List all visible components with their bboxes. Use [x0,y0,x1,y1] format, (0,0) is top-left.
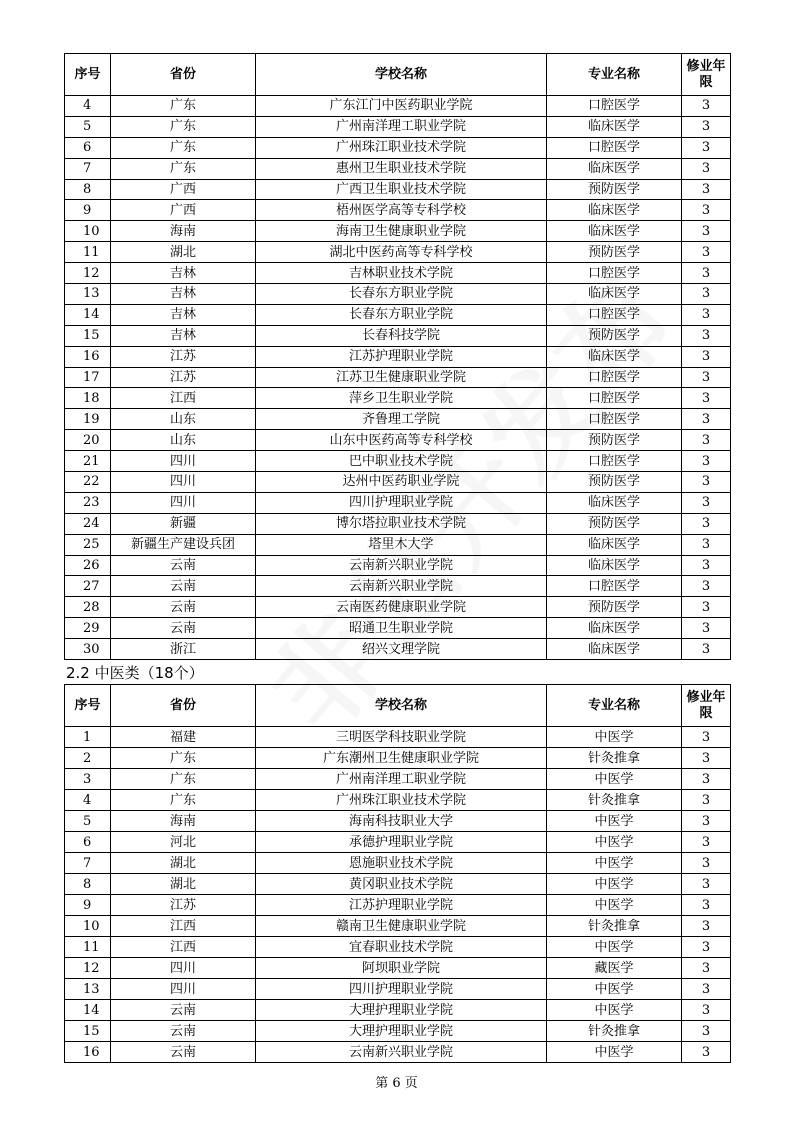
cell-school: 云南新兴职业学院 [256,576,547,597]
cell-index: 25 [65,534,111,555]
cell-province: 新疆 [111,513,256,534]
cell-province: 四川 [111,979,256,1000]
cell-years: 3 [682,790,731,811]
cell-index: 5 [65,116,111,137]
cell-school: 四川护理职业学院 [256,492,547,513]
cell-index: 8 [65,179,111,200]
cell-years: 3 [682,492,731,513]
cell-province: 云南 [111,555,256,576]
cell-school: 吉林职业技术学院 [256,263,547,284]
header-index: 序号 [65,685,111,727]
header-province: 省份 [111,685,256,727]
cell-school: 湖北中医药高等专科学校 [256,242,547,263]
table-row [65,811,731,832]
table-row [65,451,731,472]
cell-index: 13 [65,284,111,305]
cell-index: 8 [65,874,111,895]
cell-school: 博尔塔拉职业技术学院 [256,513,547,534]
table-header-row [65,54,731,96]
cell-years: 3 [682,116,731,137]
cell-major: 临床医学 [547,200,682,221]
cell-years: 3 [682,242,731,263]
table-row [65,388,731,409]
cell-years: 3 [682,430,731,451]
cell-years: 3 [682,346,731,367]
cell-province: 湖北 [111,242,256,263]
cell-school: 大理护理职业学院 [256,1021,547,1042]
cell-years: 3 [682,472,731,493]
cell-school: 黄冈职业技术学院 [256,874,547,895]
clinical-programs-table [64,53,731,660]
cell-major: 针灸推拿 [547,916,682,937]
cell-major: 临床医学 [547,158,682,179]
cell-index: 23 [65,492,111,513]
table-row [65,769,731,790]
cell-years: 3 [682,576,731,597]
table-row [65,958,731,979]
header-school: 学校名称 [256,685,547,727]
cell-index: 9 [65,895,111,916]
cell-years: 3 [682,1000,731,1021]
cell-school: 达州中医药职业学院 [256,472,547,493]
cell-index: 17 [65,367,111,388]
cell-index: 6 [65,137,111,158]
table-row [65,832,731,853]
cell-school: 广州南洋理工职业学院 [256,769,547,790]
cell-school: 四川护理职业学院 [256,979,547,1000]
cell-province: 海南 [111,811,256,832]
cell-school: 梧州医学高等专科学校 [256,200,547,221]
cell-major: 临床医学 [547,639,682,660]
header-major: 专业名称 [547,685,682,727]
cell-index: 28 [65,597,111,618]
cell-years: 3 [682,367,731,388]
section-title: 2.2 中医类（18个） [66,664,204,682]
cell-major: 中医学 [547,874,682,895]
cell-years: 3 [682,96,731,117]
cell-major: 口腔医学 [547,576,682,597]
cell-years: 3 [682,409,731,430]
cell-school: 阿坝职业学院 [256,958,547,979]
table-row [65,263,731,284]
cell-major: 临床医学 [547,618,682,639]
cell-index: 9 [65,200,111,221]
cell-index: 4 [65,96,111,117]
cell-years: 3 [682,853,731,874]
cell-major: 临床医学 [547,284,682,305]
cell-province: 四川 [111,451,256,472]
cell-years: 3 [682,263,731,284]
cell-school: 江苏卫生健康职业学院 [256,367,547,388]
cell-major: 临床医学 [547,116,682,137]
table-row [65,367,731,388]
cell-index: 12 [65,958,111,979]
table-row [65,1000,731,1021]
table-row [65,916,731,937]
table-row [65,179,731,200]
cell-province: 湖北 [111,874,256,895]
cell-index: 16 [65,346,111,367]
cell-index: 16 [65,1042,111,1063]
cell-index: 15 [65,1021,111,1042]
cell-province: 江苏 [111,346,256,367]
cell-school: 长春东方职业学院 [256,304,547,325]
cell-major: 临床医学 [547,346,682,367]
cell-major: 中医学 [547,1000,682,1021]
cell-major: 口腔医学 [547,137,682,158]
cell-province: 云南 [111,1021,256,1042]
cell-school: 绍兴文理学院 [256,639,547,660]
cell-school: 齐鲁理工学院 [256,409,547,430]
cell-index: 22 [65,472,111,493]
cell-major: 中医学 [547,895,682,916]
cell-school: 山东中医药高等专科学校 [256,430,547,451]
cell-school: 长春东方职业学院 [256,284,547,305]
cell-index: 1 [65,727,111,748]
cell-major: 预防医学 [547,325,682,346]
table-row [65,472,731,493]
cell-index: 2 [65,748,111,769]
table-row [65,137,731,158]
cell-school: 海南卫生健康职业学院 [256,221,547,242]
cell-province: 吉林 [111,325,256,346]
cell-major: 中医学 [547,727,682,748]
cell-province: 江苏 [111,895,256,916]
cell-years: 3 [682,916,731,937]
cell-years: 3 [682,513,731,534]
cell-major: 中医学 [547,832,682,853]
cell-years: 3 [682,748,731,769]
cell-years: 3 [682,534,731,555]
cell-school: 海南科技职业大学 [256,811,547,832]
cell-school: 巴中职业技术学院 [256,451,547,472]
cell-province: 云南 [111,1042,256,1063]
cell-province: 新疆生产建设兵团 [111,534,256,555]
table-row [65,727,731,748]
table-row [65,895,731,916]
cell-school: 塔里木大学 [256,534,547,555]
cell-years: 3 [682,937,731,958]
cell-index: 26 [65,555,111,576]
table-row [65,284,731,305]
cell-school: 云南医药健康职业学院 [256,597,547,618]
cell-school: 广东江门中医药职业学院 [256,96,547,117]
cell-major: 针灸推拿 [547,790,682,811]
cell-school: 长春科技学院 [256,325,547,346]
table-row [65,409,731,430]
table-row [65,555,731,576]
cell-province: 吉林 [111,304,256,325]
cell-major: 预防医学 [547,242,682,263]
cell-province: 海南 [111,221,256,242]
cell-province: 广东 [111,116,256,137]
cell-school: 宜春职业技术学院 [256,937,547,958]
cell-years: 3 [682,1021,731,1042]
cell-school: 云南新兴职业学院 [256,1042,547,1063]
table-row [65,430,731,451]
header-years: 修业年限 [682,685,731,727]
cell-province: 江西 [111,916,256,937]
cell-school: 恩施职业技术学院 [256,853,547,874]
cell-major: 口腔医学 [547,263,682,284]
cell-years: 3 [682,304,731,325]
cell-province: 江西 [111,388,256,409]
cell-index: 6 [65,832,111,853]
cell-province: 江西 [111,937,256,958]
cell-years: 3 [682,555,731,576]
cell-school: 江苏护理职业学院 [256,346,547,367]
table-body [65,727,731,1063]
cell-school: 广东潮州卫生健康职业学院 [256,748,547,769]
cell-major: 口腔医学 [547,409,682,430]
cell-school: 江苏护理职业学院 [256,895,547,916]
cell-years: 3 [682,769,731,790]
cell-index: 4 [65,790,111,811]
cell-province: 山东 [111,430,256,451]
cell-major: 预防医学 [547,597,682,618]
cell-years: 3 [682,1042,731,1063]
cell-major: 口腔医学 [547,388,682,409]
table-row [65,790,731,811]
cell-index: 15 [65,325,111,346]
cell-years: 3 [682,727,731,748]
cell-years: 3 [682,618,731,639]
cell-school: 惠州卫生职业技术学院 [256,158,547,179]
cell-index: 14 [65,1000,111,1021]
cell-province: 四川 [111,472,256,493]
table-row [65,346,731,367]
table-row [65,853,731,874]
cell-major: 针灸推拿 [547,748,682,769]
cell-school: 广西卫生职业技术学院 [256,179,547,200]
cell-major: 中医学 [547,811,682,832]
cell-index: 10 [65,221,111,242]
header-major: 专业名称 [547,54,682,96]
cell-years: 3 [682,179,731,200]
table-row [65,1021,731,1042]
table-row [65,937,731,958]
cell-province: 广东 [111,137,256,158]
cell-school: 三明医学科技职业学院 [256,727,547,748]
cell-major: 临床医学 [547,492,682,513]
cell-major: 临床医学 [547,534,682,555]
cell-major: 预防医学 [547,472,682,493]
tcm-programs-table [64,684,731,1063]
cell-school: 萍乡卫生职业学院 [256,388,547,409]
cell-years: 3 [682,832,731,853]
cell-index: 7 [65,158,111,179]
cell-province: 四川 [111,492,256,513]
cell-province: 广东 [111,790,256,811]
cell-index: 21 [65,451,111,472]
cell-years: 3 [682,451,731,472]
table-row [65,221,731,242]
cell-index: 11 [65,242,111,263]
table-body [65,96,731,660]
cell-index: 14 [65,304,111,325]
cell-major: 预防医学 [547,513,682,534]
cell-index: 12 [65,263,111,284]
cell-index: 20 [65,430,111,451]
cell-province: 河北 [111,832,256,853]
cell-index: 7 [65,853,111,874]
table-row [65,748,731,769]
cell-major: 预防医学 [547,179,682,200]
cell-major: 中医学 [547,853,682,874]
cell-major: 中医学 [547,1042,682,1063]
cell-school: 大理护理职业学院 [256,1000,547,1021]
cell-years: 3 [682,958,731,979]
cell-index: 30 [65,639,111,660]
table-row [65,96,731,117]
table-row [65,979,731,1000]
table-header-row [65,685,731,727]
cell-school: 广州珠江职业技术学院 [256,137,547,158]
cell-province: 广西 [111,200,256,221]
cell-province: 吉林 [111,263,256,284]
cell-major: 中医学 [547,769,682,790]
cell-province: 广东 [111,96,256,117]
cell-years: 3 [682,811,731,832]
cell-years: 3 [682,979,731,1000]
cell-years: 3 [682,284,731,305]
cell-school: 赣南卫生健康职业学院 [256,916,547,937]
cell-years: 3 [682,895,731,916]
table-row [65,242,731,263]
cell-major: 中医学 [547,937,682,958]
table-row [65,618,731,639]
cell-province: 浙江 [111,639,256,660]
cell-province: 广西 [111,179,256,200]
table-row [65,116,731,137]
cell-province: 吉林 [111,284,256,305]
table-row [65,597,731,618]
header-province: 省份 [111,54,256,96]
cell-index: 11 [65,937,111,958]
table-row [65,513,731,534]
cell-school: 广州南洋理工职业学院 [256,116,547,137]
cell-index: 27 [65,576,111,597]
cell-years: 3 [682,325,731,346]
cell-school: 承德护理职业学院 [256,832,547,853]
cell-index: 24 [65,513,111,534]
cell-index: 5 [65,811,111,832]
cell-province: 湖北 [111,853,256,874]
cell-major: 临床医学 [547,555,682,576]
cell-province: 广东 [111,769,256,790]
table-row [65,874,731,895]
cell-years: 3 [682,639,731,660]
cell-province: 江苏 [111,367,256,388]
table-row [65,158,731,179]
cell-province: 四川 [111,958,256,979]
table-row [65,576,731,597]
table-row [65,200,731,221]
cell-index: 10 [65,916,111,937]
cell-province: 广东 [111,748,256,769]
cell-index: 29 [65,618,111,639]
cell-major: 口腔医学 [547,96,682,117]
cell-years: 3 [682,874,731,895]
cell-school: 云南新兴职业学院 [256,555,547,576]
cell-years: 3 [682,221,731,242]
cell-province: 山东 [111,409,256,430]
cell-province: 福建 [111,727,256,748]
cell-province: 云南 [111,576,256,597]
cell-years: 3 [682,388,731,409]
cell-index: 13 [65,979,111,1000]
cell-major: 藏医学 [547,958,682,979]
cell-major: 预防医学 [547,430,682,451]
table-row [65,492,731,513]
table-row [65,325,731,346]
cell-index: 18 [65,388,111,409]
cell-school: 广州珠江职业技术学院 [256,790,547,811]
cell-province: 云南 [111,618,256,639]
table-row [65,304,731,325]
cell-years: 3 [682,200,731,221]
cell-major: 中医学 [547,979,682,1000]
cell-index: 3 [65,769,111,790]
cell-major: 口腔医学 [547,367,682,388]
cell-major: 口腔医学 [547,451,682,472]
table-row [65,639,731,660]
header-years: 修业年限 [682,54,731,96]
header-index: 序号 [65,54,111,96]
header-school: 学校名称 [256,54,547,96]
cell-province: 广东 [111,158,256,179]
cell-years: 3 [682,137,731,158]
table-row [65,534,731,555]
cell-index: 19 [65,409,111,430]
cell-years: 3 [682,597,731,618]
cell-major: 针灸推拿 [547,1021,682,1042]
cell-major: 临床医学 [547,221,682,242]
page-number: 第 6 页 [375,1076,418,1091]
cell-province: 云南 [111,597,256,618]
cell-years: 3 [682,158,731,179]
table-row [65,1042,731,1063]
cell-school: 昭通卫生职业学院 [256,618,547,639]
cell-province: 云南 [111,1000,256,1021]
cell-major: 口腔医学 [547,304,682,325]
